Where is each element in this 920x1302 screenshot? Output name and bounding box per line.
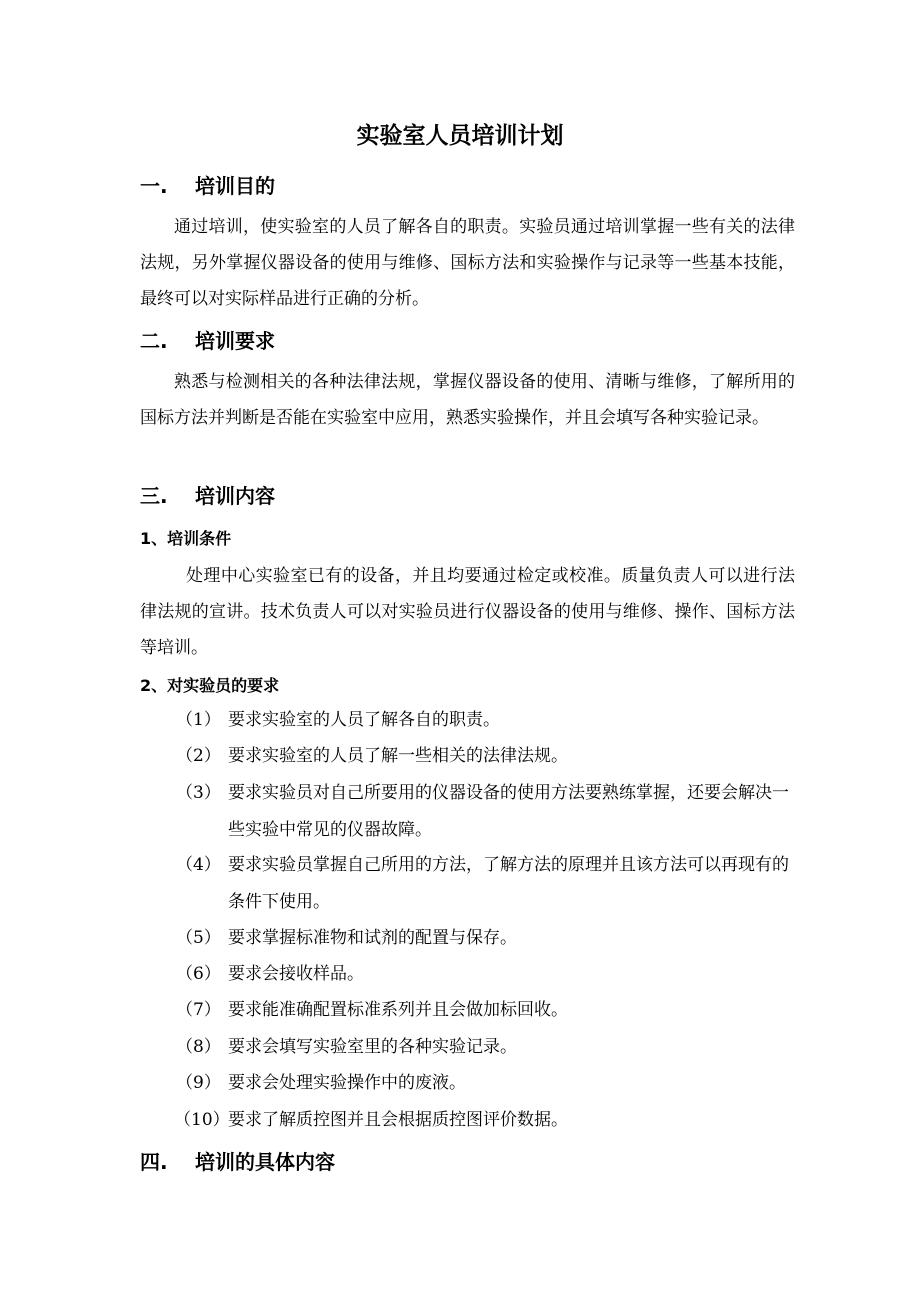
list-item-text: 要求会填写实验室里的各种实验记录。 bbox=[228, 1037, 517, 1057]
list-item-text: 要求实验室的人员了解一些相关的法律法规。 bbox=[228, 746, 568, 766]
section-paragraph-2: 熟悉与检测相关的各种法律法规，掌握仪器设备的使用、清晰与维修，了解所用的国标方法并判断是否能在实验室中应用，熟悉实验操作，并且会填写各种实验记录。 bbox=[140, 372, 795, 428]
section-title: 培训要求 bbox=[195, 329, 275, 353]
list-item-number: （4） bbox=[176, 855, 221, 875]
list-item bbox=[176, 920, 796, 957]
section-number: 四. bbox=[140, 1150, 168, 1174]
list-item-text: 要求会接收样品。 bbox=[228, 964, 364, 984]
section-heading-2 bbox=[140, 327, 275, 355]
list-item-number: （5） bbox=[176, 928, 221, 948]
list-item-text: 要求掌握标准物和试剂的配置与保存。 bbox=[228, 928, 517, 948]
list-item-text: 要求能准确配置标准系列并且会做加标回收。 bbox=[228, 1000, 568, 1020]
section-title: 培训目的 bbox=[195, 174, 275, 198]
list-item-number: （10） bbox=[174, 1110, 230, 1130]
list-item bbox=[176, 847, 796, 920]
section-number: 二. bbox=[140, 329, 168, 353]
section-title: 培训内容 bbox=[195, 484, 275, 508]
subsection-heading-2: 2、对实验员的要求 bbox=[140, 676, 280, 695]
list-item bbox=[176, 775, 796, 848]
list-item bbox=[176, 956, 796, 993]
list-item bbox=[176, 738, 796, 775]
subsection-paragraph-1: 处理中心实验室已有的设备，并且均要通过检定或校准。质量负责人可以进行法律法规的宣讲。技术负责人可以对实验员进行仪器设备的使用与维修、操作、国标方法等培训。 bbox=[140, 566, 795, 658]
list-item-number: （7） bbox=[176, 1000, 221, 1020]
section-paragraph-1: 通过培训，使实验室的人员了解各自的职责。实验员通过培训掌握一些有关的法律法规，另外掌握仪器设备的使用与维修、国标方法和实验操作与记录等一些基本技能，最终可以对实际样品进行正确的分析。 bbox=[140, 217, 795, 309]
section-title: 培训的具体内容 bbox=[195, 1150, 335, 1174]
section-heading-3 bbox=[140, 482, 275, 510]
list-item-number: （3） bbox=[176, 783, 221, 803]
list-item-number: （8） bbox=[176, 1037, 221, 1057]
page-title: 实验室人员培训计划 bbox=[356, 123, 564, 149]
list-item-number: （2） bbox=[176, 746, 221, 766]
list-item bbox=[176, 992, 796, 1029]
list-item bbox=[176, 1102, 796, 1139]
list-item-number: （9） bbox=[176, 1073, 221, 1093]
list-item bbox=[176, 1029, 796, 1066]
list-item-number: （6） bbox=[176, 964, 221, 984]
section-heading-4 bbox=[140, 1148, 335, 1176]
list-item-number: （1） bbox=[176, 710, 221, 730]
list-item-text: 要求实验室的人员了解各自的职责。 bbox=[228, 710, 500, 730]
list-item bbox=[176, 1065, 796, 1102]
list-item bbox=[176, 702, 796, 739]
subsection-heading-1: 1、培训条件 bbox=[140, 529, 232, 548]
section-number: 三. bbox=[140, 484, 168, 508]
list-item-text: 要求实验员掌握自己所用的方法，了解方法的原理并且该方法可以再现有的条件下使用。 bbox=[228, 855, 789, 912]
section-heading-1 bbox=[140, 172, 275, 200]
list-item-text: 要求了解质控图并且会根据质控图评价数据。 bbox=[228, 1110, 568, 1130]
list-item-text: 要求实验员对自己所要用的仪器设备的使用方法要熟练掌握，还要会解决一些实验中常见的仪器故障。 bbox=[228, 783, 789, 840]
list-item-text: 要求会处理实验操作中的废液。 bbox=[228, 1073, 466, 1093]
section-number: 一. bbox=[140, 174, 168, 198]
